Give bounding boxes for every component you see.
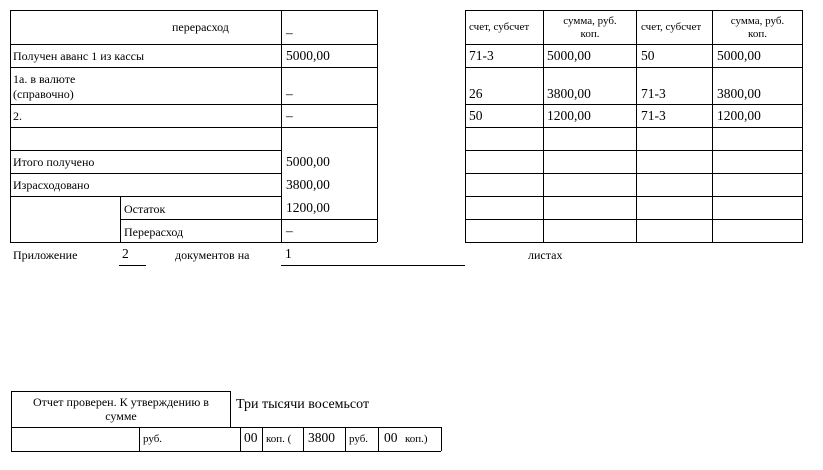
currency-value: – <box>286 86 293 101</box>
row-2-value: – <box>286 108 293 123</box>
credit-amount-header-line2: коп. <box>748 28 767 40</box>
advance-received-value: 5000,00 <box>286 48 330 63</box>
entry-1-debit-account: 71-3 <box>469 48 494 63</box>
sheets-count: 1 <box>285 246 292 261</box>
debit-amount-header-line1: сумма, руб. <box>563 15 617 27</box>
entry-2-credit-account: 71-3 <box>641 86 666 101</box>
entry-3-debit-amount: 1200,00 <box>547 108 591 123</box>
credit-account-header: счет, субсчет <box>641 21 702 33</box>
entry-1-credit-account: 50 <box>641 48 655 63</box>
sheets-label: листах <box>528 248 563 262</box>
overspend-value: – <box>286 223 293 238</box>
entry-1-credit-amount: 5000,00 <box>717 48 761 63</box>
balance-label: Остаток <box>124 202 166 216</box>
entry-3-credit-account: 71-3 <box>641 108 666 123</box>
amount-in-words: Три тысячи восемьсот <box>236 397 370 412</box>
entry-3-debit-account: 50 <box>469 108 483 123</box>
overspend-label: Перерасход <box>124 225 184 239</box>
debit-account-header: счет, субсчет <box>469 21 530 33</box>
entry-2-credit-amount: 3800,00 <box>717 86 761 101</box>
rub-label: руб. <box>143 433 163 445</box>
documents-label: документов на <box>175 248 250 262</box>
spent-value: 3800,00 <box>286 177 330 192</box>
kop-value-2: 00 <box>384 430 398 445</box>
kop-value: 00 <box>244 430 258 445</box>
spent-label: Израсходовано <box>13 178 90 192</box>
row-2-label: 2. <box>13 109 22 123</box>
attachment-label: Приложение <box>13 248 78 262</box>
verified-label-line2: сумме <box>105 409 137 423</box>
attachment-count: 2 <box>122 246 129 261</box>
credit-amount-header-line1: сумма, руб. <box>730 15 785 27</box>
rub-label-2: руб. <box>349 433 369 445</box>
amount-in-digits: 3800 <box>308 430 335 445</box>
advance-received-label: Получен аванс 1 из кассы <box>13 49 145 63</box>
entry-1-debit-amount: 5000,00 <box>547 48 591 63</box>
debit-amount-header-line2: коп. <box>580 28 600 40</box>
currency-label-line2: (справочно) <box>13 87 74 101</box>
verified-label-line1: Отчет проверен. К утверждению в <box>33 395 209 409</box>
overspend-header-label: перерасход <box>172 20 229 34</box>
overspend-header-value: – <box>286 25 293 40</box>
total-received-label: Итого получено <box>13 155 95 169</box>
kop-open-label: коп. ( <box>266 433 292 445</box>
total-received-value: 5000,00 <box>286 154 330 169</box>
currency-label-line1: 1а. в валюте <box>13 72 76 86</box>
kop-close-label: коп.) <box>405 433 428 445</box>
balance-value: 1200,00 <box>286 200 330 215</box>
entry-3-credit-amount: 1200,00 <box>717 108 761 123</box>
entry-2-debit-account: 26 <box>469 86 483 101</box>
entry-2-debit-amount: 3800,00 <box>547 86 591 101</box>
